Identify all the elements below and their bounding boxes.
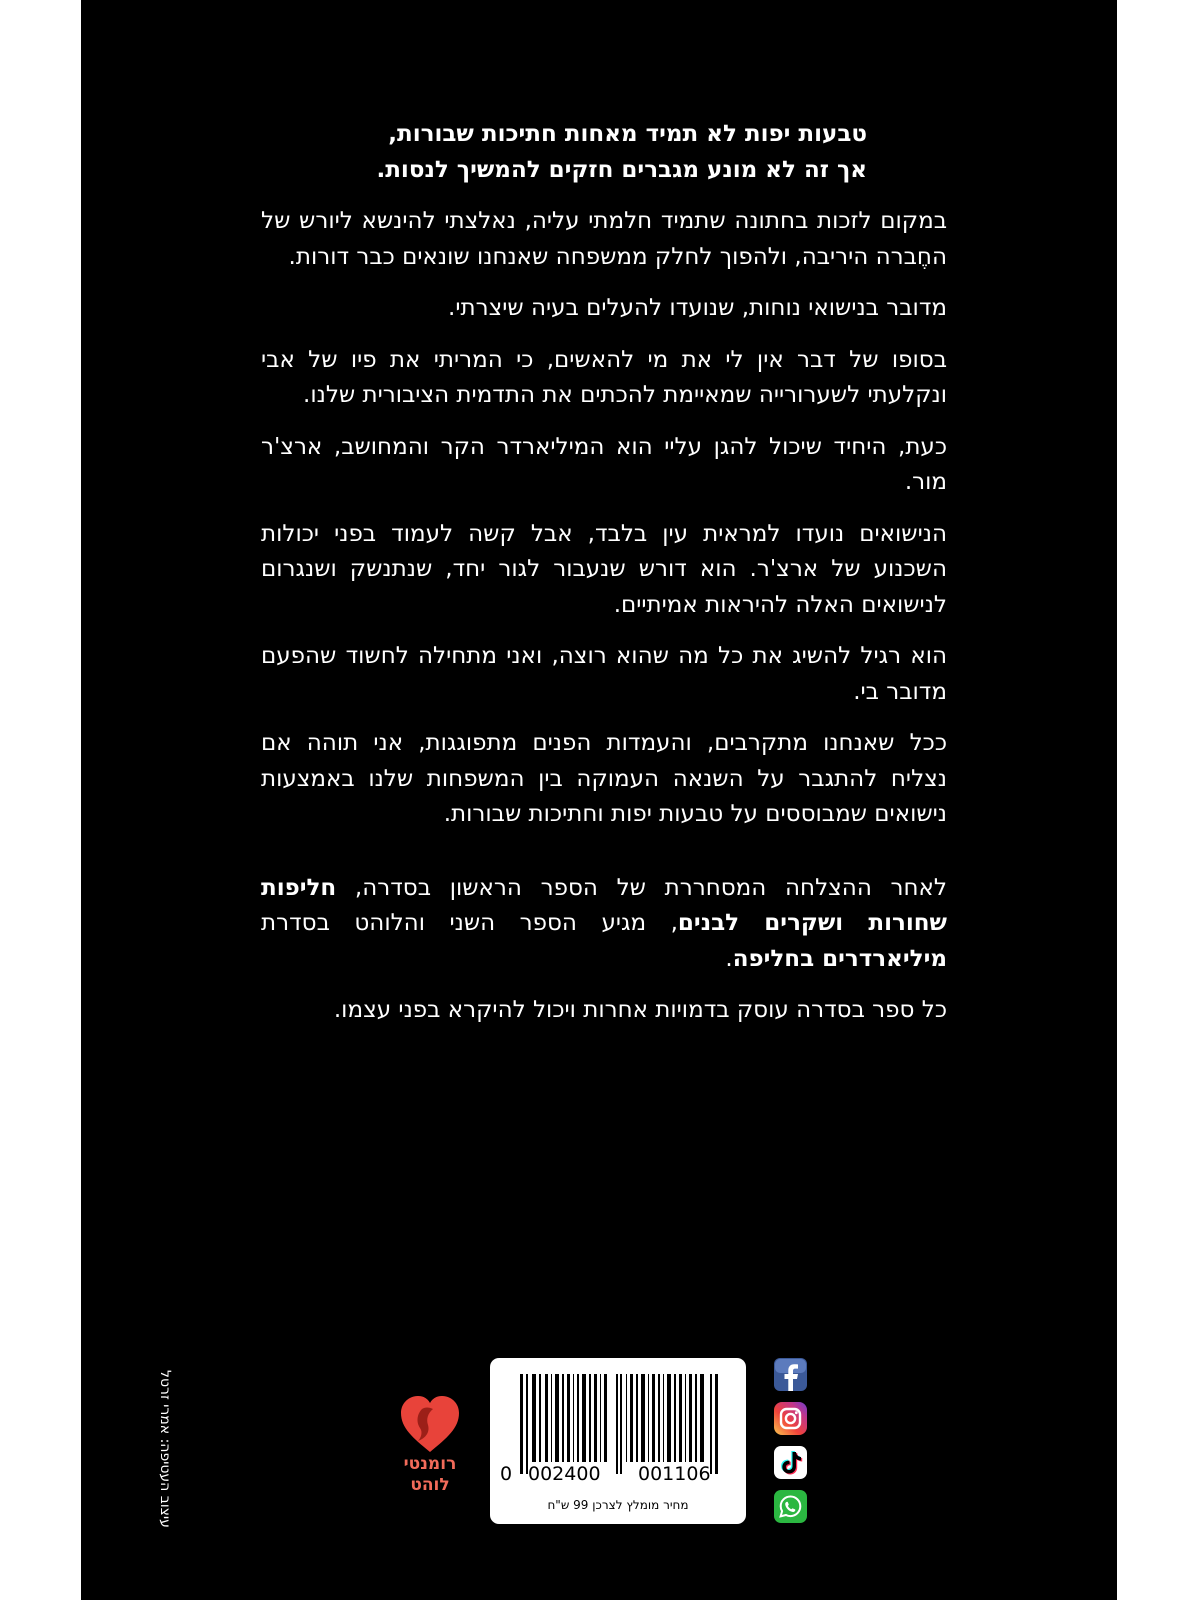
recommended-price: מחיר מומלץ לצרכן 99 ש"ח [547,1498,689,1512]
tagline [261,116,867,188]
series-note-suffix: . [725,945,733,972]
heart-logo-icon [399,1394,461,1454]
series-note-prefix: לאחר ההצלחה המסחררת של הספר הראשון בסדרה, [336,874,947,901]
blurb [261,116,947,1045]
barcode-group1: 002400 [528,1463,601,1485]
publisher-name-line1: רומנטי [403,1454,457,1474]
standalone-note: כל ספר בסדרה עוסק בדמויות אחרות ויכול להיקרא בפני עצמו. [333,997,947,1023]
barcode-icon [520,1374,720,1474]
book-title: חליפות שחורות ושקרים לבנים [261,874,947,936]
blurb-paragraph: בסופו של דבר אין לי את מי להאשים, כי המריתי את פיו של אבי ונקלעתי לשערורייה שמאיימת להכתים את התדמית הציבורית שלנו. [261,346,947,408]
whatsapp-icon[interactable] [774,1490,807,1523]
series-note [261,871,947,978]
publisher-logo [395,1394,465,1496]
blurb-paragraph: הוא רגיל להשיג את כל מה שהוא רוצה, ואני מתחילה לחשוד שהפעם מדובר בי. [261,643,947,705]
blurb-paragraph: מדובר בנישואי נוחות, שנועדו להעלים בעיה שיצרתי. [448,295,947,321]
publisher-name-line2: לוהט [410,1475,450,1495]
blurb-paragraph: ככל שאנחנו מתקרבים, והעמדות הפנים מתפוגגות, אני תוהה אם נצליח להתגבר על השנאה העמוקה בין המשפחות שלנו באמצעות נישואים שמבוססים על טבעות יפות וחתיכות שבורות. [261,730,947,827]
barcode-digit-first: 0 [500,1463,513,1485]
series-name: מיליארדרים בחליפה [732,945,947,972]
instagram-icon[interactable] [774,1402,807,1435]
blurb-paragraph: כעת, היחיד שיכול להגן עליי הוא המיליארדר הקר והמחושב, ארצ'ר מור. [261,433,947,495]
tagline-line: אך זה לא מונע מגברים חזקים להמשיך לנסות. [376,157,867,183]
barcode-panel [490,1358,746,1524]
tagline-line: טבעות יפות לא תמיד מאחות חתיכות שבורות, [388,121,867,147]
blurb-paragraph: הנישואים נועדו למראית עין בלבד, אבל קשה לעמוד בפני יכולות השכנוע של ארצ'ר. הוא דורש שנעבור לגור יחד, שנתנשק ושנגרום לנישואים האלה להיראות אמיתיים. [261,520,947,618]
series-note-middle: , מגיע הספר השני והלוהט בסדרת [261,910,678,936]
back-cover [81,0,1117,1600]
blurb-paragraph: במקום לזכות בחתונה שתמיד חלמתי עליה, נאלצתי להינשא ליורש של החֶברה היריבה, ולהפוך לחלק ממשפחה שאנחנו שונאים כבר דורות. [261,208,947,270]
cover-design-credit: עיצוב העטיפה: אמרי זרטל [157,1370,173,1528]
barcode-group2: 001106 [638,1463,711,1485]
tiktok-icon[interactable] [774,1446,807,1479]
facebook-icon[interactable] [774,1358,807,1391]
